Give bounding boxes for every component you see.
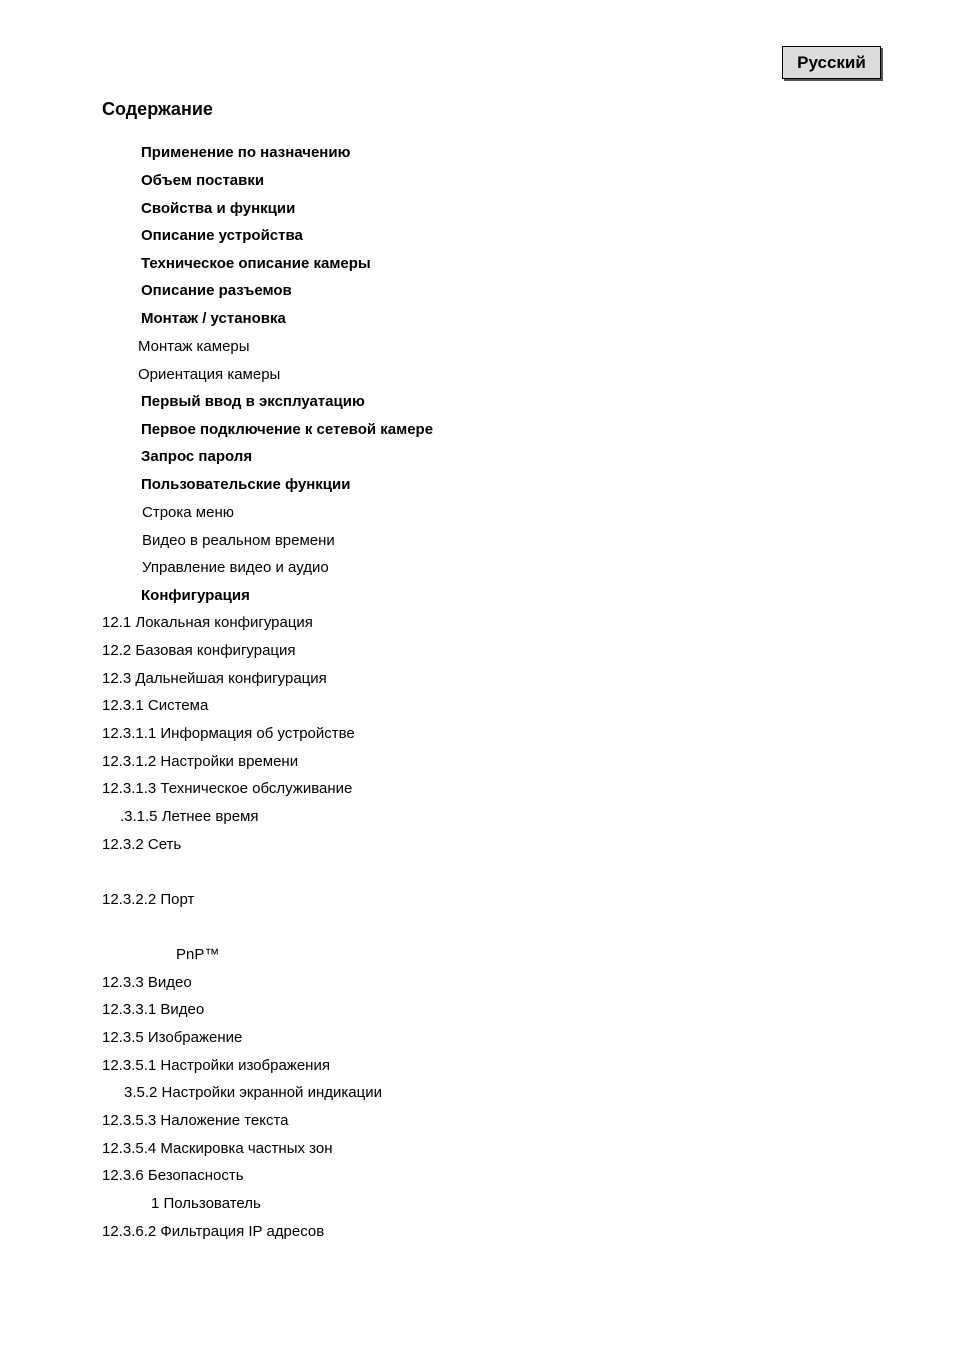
toc-entry: Первый ввод в эксплуатацию — [141, 393, 365, 410]
toc-entry: Конфигурация — [141, 587, 250, 604]
toc-entry: 1 Пользователь — [151, 1195, 261, 1212]
toc-entry: Применение по назначению — [141, 144, 351, 161]
toc-entry: Строка меню — [142, 504, 234, 521]
toc-entry: Управление видео и аудио — [142, 559, 329, 576]
toc-entry: 12.3.6.2 Фильтрация IP адресов — [102, 1223, 325, 1240]
toc-entry: Запрос пароля — [141, 448, 253, 465]
toc-entry: 12.3.3 Видео — [102, 974, 192, 991]
toc-entry: .3.1.5 Летнее время — [120, 808, 259, 825]
toc-entry: 12.3.6 Безопасность — [102, 1167, 244, 1184]
toc-entry: Первое подключение к сетевой камере — [141, 421, 434, 438]
toc-entry: 12.3.5 Изображение — [102, 1029, 243, 1046]
toc-entry: 12.3.5.1 Настройки изображения — [102, 1057, 330, 1074]
toc-entry: Монтаж камеры — [138, 338, 250, 355]
toc-entry: 12.3.1.1 Информация об устройстве — [102, 725, 355, 742]
toc-entry: 12.3.2.2 Порт — [102, 891, 195, 908]
toc-entry: Монтаж / установка — [141, 310, 286, 327]
toc-entry: 12.3.3.1 Видео — [102, 1001, 205, 1018]
toc-entry: PnP™ — [176, 946, 220, 963]
language-badge: Русский — [782, 46, 881, 79]
toc-entry: 12.3 Дальнейшая конфигурация — [102, 670, 327, 687]
toc-entry: Описание устройства — [141, 227, 303, 244]
toc-entry: Описание разъемов — [141, 282, 292, 299]
toc-entry: 12.3.1.2 Настройки времени — [102, 753, 299, 770]
toc-entry: Свойства и функции — [141, 200, 296, 217]
toc-entry: Объем поставки — [141, 172, 265, 189]
toc-entry: Техническое описание камеры — [141, 255, 371, 272]
toc-entry: 12.3.2 Сеть — [102, 836, 182, 853]
toc-entry: 12.3.1 Система — [102, 697, 209, 714]
toc-entry: 12.3.5.4 Маскировка частных зон — [102, 1140, 333, 1157]
toc-entry: 3.5.2 Настройки экранной индикации — [124, 1084, 382, 1101]
toc-entry: Пользовательские функции — [141, 476, 351, 493]
toc-entry: 12.3.5.3 Наложение текста — [102, 1112, 289, 1129]
toc-entry: Ориентация камеры — [138, 366, 281, 383]
toc-entry: 12.3.1.3 Техническое обслуживание — [102, 780, 353, 797]
toc-entry: Видео в реальном времени — [142, 532, 335, 549]
toc-title: Содержание — [102, 99, 213, 119]
toc-entry: 12.2 Базовая конфигурация — [102, 642, 296, 659]
toc-entry: 12.1 Локальная конфигурация — [102, 614, 313, 631]
